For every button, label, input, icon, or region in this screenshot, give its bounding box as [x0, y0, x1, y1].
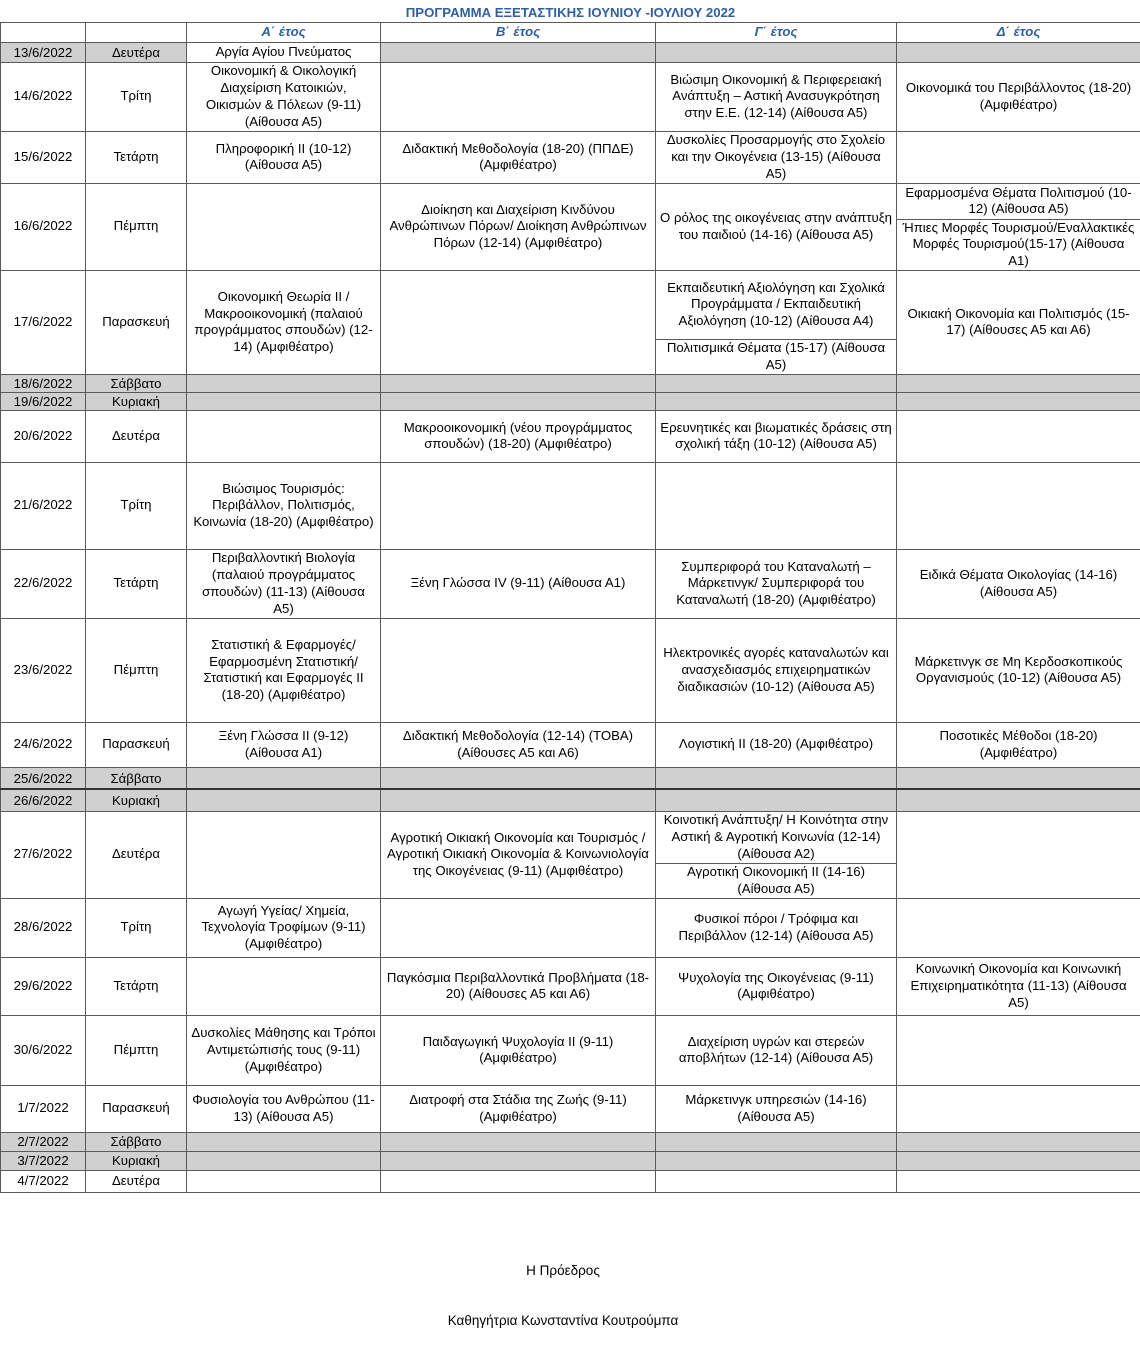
- cell-year-2: [381, 767, 656, 789]
- row-date: 21/6/2022: [1, 462, 86, 549]
- exam-year-1: Στατιστική & Εφαρμογές/ Εφαρμοσμένη Στατιστική/ Στατιστική και Εφαρμογές ΙΙ (18-20) (Αμφιθέατρο): [187, 618, 381, 722]
- schedule-row: [1, 549, 1140, 618]
- schedule-row: [1, 722, 1140, 767]
- exam-year-3: Πολιτισμικά Θέματα (15-17) (Αίθουσα Α5): [656, 339, 896, 374]
- exam-year-1: [187, 811, 381, 898]
- holiday-note: Αργία Αγίου Πνεύματος: [187, 42, 381, 62]
- exam-year-2: [381, 1170, 656, 1192]
- exam-year-4: Εφαρμοσμένα Θέματα Πολιτισμού (10-12) (Αίθουσα Α5): [905, 184, 1132, 217]
- row-date: 23/6/2022: [1, 618, 86, 722]
- exam-year-4: Ειδικά Θέματα Οικολογίας (14-16) (Αίθουσα Α5): [897, 549, 1140, 618]
- exam-year-1: Αγωγή Υγείας/ Χημεία, Τεχνολογία Τροφίμων (9-11) (Αμφιθέατρο): [187, 898, 381, 957]
- weekend-row: [1, 789, 1140, 811]
- cell-year-4: [897, 767, 1140, 789]
- exam-year-3: Κοινοτική Ανάπτυξη/ Η Κοινότητα στην Αστική & Αγροτική Κοινωνία (12-14) (Αίθουσα Α2): [663, 812, 889, 861]
- row-day: Πέμπτη: [86, 1015, 187, 1085]
- row-date: 22/6/2022: [1, 549, 86, 618]
- row-day: Δευτέρα: [86, 811, 187, 898]
- exam-year-4: Ποσοτικές Μέθοδοι (18-20) (Αμφιθέατρο): [897, 722, 1140, 767]
- exam-year-1: Πληροφορική ΙΙ (10-12) (Αίθουσα Α5): [187, 131, 381, 183]
- cell-year-3: [656, 42, 897, 62]
- weekend-row: [1, 392, 1140, 410]
- row-date: 29/6/2022: [1, 957, 86, 1015]
- cell-year-1: [187, 1132, 381, 1151]
- exam-year-2: [381, 270, 656, 374]
- exam-year-4: [897, 410, 1140, 462]
- exam-year-2: Διοίκηση και Διαχείριση Κινδύνου Ανθρώπινων Πόρων/ Διοίκηση Ανθρώπινων Πόρων (12-14) (Αμφιθέατρο): [381, 183, 656, 270]
- row-day: Σάββατο: [86, 767, 187, 789]
- row-day: Τετάρτη: [86, 549, 187, 618]
- exam-year-4: Οικονομικά του Περιβάλλοντος (18-20) (Αμφιθέατρο): [897, 62, 1140, 131]
- exam-year-4: [897, 1085, 1140, 1132]
- schedule-row: [1, 410, 1140, 462]
- row-date: 24/6/2022: [1, 722, 86, 767]
- exam-year-4: [897, 462, 1140, 549]
- header-date: [1, 22, 86, 42]
- exam-year-1: [187, 957, 381, 1015]
- exam-year-2: Διδακτική Μεθοδολογία (12-14) (ΤΟΒΑ) (Αίθουσες Α5 και Α6): [381, 722, 656, 767]
- schedule-row: [1, 1085, 1140, 1132]
- exam-year-4: [897, 131, 1140, 183]
- exam-year-4: Ήπιες Μορφές Τουρισμού/Εναλλακτικές Μορφές Τουρισμού(15-17) (Αίθουσα Α1): [897, 219, 1140, 270]
- row-day: Τετάρτη: [86, 131, 187, 183]
- exam-year-3: Αγροτική Οικονομική ΙΙ (14-16) (Αίθουσα Α5): [656, 863, 896, 898]
- row-date: 17/6/2022: [1, 270, 86, 374]
- signature-role: Η Πρόεδρος: [526, 1263, 600, 1278]
- exam-year-4: [897, 898, 1140, 957]
- row-date: 19/6/2022: [1, 392, 86, 410]
- cell-year-3: [656, 767, 897, 789]
- cell-year-2: [381, 42, 656, 62]
- signature-name: Καθηγήτρια Κωνσταντίνα Κουτρούμπα: [447, 1313, 679, 1328]
- header-year-1: Α΄ έτος: [187, 22, 381, 42]
- header-year-3: Γ΄ έτος: [656, 22, 897, 42]
- row-day: Πέμπτη: [86, 183, 187, 270]
- row-day: Παρασκευή: [86, 270, 187, 374]
- cell-year-2: [381, 374, 656, 392]
- exam-year-3: Λογιστική ΙΙ (18-20) (Αμφιθέατρο): [656, 722, 897, 767]
- exam-year-2: [381, 618, 656, 722]
- cell-year-4: [897, 392, 1140, 410]
- exam-year-2: Παγκόσμια Περιβαλλοντικά Προβλήματα (18-20) (Αίθουσες Α5 και Α6): [381, 957, 656, 1015]
- row-date: 28/6/2022: [1, 898, 86, 957]
- exam-year-1: [187, 183, 381, 270]
- row-day: Παρασκευή: [86, 722, 187, 767]
- row-date: 15/6/2022: [1, 131, 86, 183]
- cell-year-1: [187, 392, 381, 410]
- exam-year-2: Διδακτική Μεθοδολογία (18-20) (ΠΠΔΕ) (Αμφιθέατρο): [381, 131, 656, 183]
- exam-year-1: Δυσκολίες Μάθησης και Τρόποι Αντιμετώπισής τους (9-11) (Αμφιθέατρο): [187, 1015, 381, 1085]
- exam-year-3: Ερευνητικές και βιωματικές δράσεις στη σχολική τάξη (10-12) (Αίθουσα Α5): [656, 410, 897, 462]
- weekend-row: [1, 1132, 1140, 1151]
- cell-year-1: [187, 374, 381, 392]
- schedule-row: [1, 131, 1140, 183]
- title-row: [1, 0, 1140, 22]
- row-day: Τρίτη: [86, 62, 187, 131]
- exam-year-2: Παιδαγωγική Ψυχολογία ΙΙ (9-11) (Αμφιθέατρο): [381, 1015, 656, 1085]
- header-year-4: Δ΄ έτος: [897, 22, 1140, 42]
- cell-year-1: [187, 767, 381, 789]
- row-date: 26/6/2022: [1, 789, 86, 811]
- exam-year-2: [381, 462, 656, 549]
- row-date: 30/6/2022: [1, 1015, 86, 1085]
- row-date: 1/7/2022: [1, 1085, 86, 1132]
- row-date: 16/6/2022: [1, 183, 86, 270]
- cell-year-2: [381, 789, 656, 811]
- row-date: 4/7/2022: [1, 1170, 86, 1192]
- schedule-row: [1, 42, 1140, 62]
- row-date: 25/6/2022: [1, 767, 86, 789]
- exam-year-1: Ξένη Γλώσσα ΙΙ (9-12) (Αίθουσα Α1): [187, 722, 381, 767]
- exam-year-3: Εκπαιδευτική Αξιολόγηση και Σχολικά Προγράμματα / Εκπαιδευτική Αξιολόγηση (10-12) (Αίθουσα Α4): [667, 279, 885, 329]
- cell-year-1: [187, 789, 381, 811]
- row-day: Κυριακή: [86, 1151, 187, 1170]
- weekend-row: [1, 374, 1140, 392]
- header-row: [1, 22, 1140, 42]
- weekend-row: [1, 767, 1140, 789]
- schedule-row: [1, 183, 1140, 270]
- cell-year-3: [656, 374, 897, 392]
- row-day: Σάββατο: [86, 374, 187, 392]
- schedule-row: [1, 462, 1140, 549]
- schedule-row: [1, 898, 1140, 957]
- exam-year-1: Οικονομική Θεωρία ΙΙ /Μακροοικονομική (παλαιού προγράμματος σπουδών) (12-14) (Αμφιθέατρο): [187, 270, 381, 374]
- cell-year-3: [656, 789, 897, 811]
- row-date: 20/6/2022: [1, 410, 86, 462]
- cell-year-2: [381, 1151, 656, 1170]
- row-day: Παρασκευή: [86, 1085, 187, 1132]
- row-day: Πέμπτη: [86, 618, 187, 722]
- row-day: Κυριακή: [86, 789, 187, 811]
- exam-year-4-split: [897, 183, 1140, 270]
- row-date: 18/6/2022: [1, 374, 86, 392]
- row-day: Τρίτη: [86, 462, 187, 549]
- weekend-row: [1, 1151, 1140, 1170]
- exam-year-2: Αγροτική Οικιακή Οικονομία και Τουρισμός / Αγροτική Οικιακή Οικονομία & Κοινωνιολογία της Οικογένειας (9-11) (Αμφιθέατρο): [381, 811, 656, 898]
- cell-year-2: [381, 392, 656, 410]
- schedule-row: [1, 811, 1140, 898]
- exam-year-4: [897, 811, 1140, 898]
- exam-year-4: [897, 1170, 1140, 1192]
- exam-year-1: [187, 1170, 381, 1192]
- cell-year-4: [897, 42, 1140, 62]
- exam-year-2: [381, 62, 656, 131]
- exam-year-3: Βιώσιμη Οικονομική & Περιφερειακή Ανάπτυξη – Αστική Ανασυγκρότηση στην Ε.Ε. (12-14) (Αίθουσα Α5): [656, 62, 897, 131]
- row-date: 3/7/2022: [1, 1151, 86, 1170]
- exam-year-4: Οικιακή Οικονομία και Πολιτισμός (15-17) (Αίθουσες Α5 και Α6): [897, 270, 1140, 374]
- exam-year-4: Κοινωνική Οικονομία και Κοινωνική Επιχειρηματικότητα (11-13) (Αίθουσα Α5): [897, 957, 1140, 1015]
- row-day: Δευτέρα: [86, 1170, 187, 1192]
- exam-year-3: [656, 1170, 897, 1192]
- exam-year-1: [187, 410, 381, 462]
- exam-year-3: Ο ρόλος της οικογένειας στην ανάπτυξη του παιδιού (14-16) (Αίθουσα Α5): [656, 183, 897, 270]
- exam-year-1: Βιώσιμος Τουρισμός: Περιβάλλον, Πολιτισμός, Κοινωνία (18-20) (Αμφιθέατρο): [187, 462, 381, 549]
- exam-year-2: Διατροφή στα Στάδια της Ζωής (9-11) (Αμφιθέατρο): [381, 1085, 656, 1132]
- exam-year-3: [656, 462, 897, 549]
- exam-year-3: Φυσικοί πόροι / Τρόφιμα και Περιβάλλον (12-14) (Αίθουσα Α5): [656, 898, 897, 957]
- row-day: Τετάρτη: [86, 957, 187, 1015]
- schedule-row: [1, 618, 1140, 722]
- header-day: [86, 22, 187, 42]
- schedule-row: [1, 1015, 1140, 1085]
- exam-year-3: Μάρκετινγκ υπηρεσιών (14-16) (Αίθουσα Α5): [656, 1085, 897, 1132]
- row-date: 2/7/2022: [1, 1132, 86, 1151]
- exam-year-2: Ξένη Γλώσσα ΙV (9-11) (Αίθουσα Α1): [381, 549, 656, 618]
- exam-year-3-split: [656, 270, 897, 374]
- page-title: ΠΡΟΓΡΑΜΜΑ ΕΞΕΤΑΣΤΙΚΗΣ ΙΟΥΝΙΟΥ -ΙΟΥΛΙΟΥ 2022: [405, 5, 736, 20]
- row-date: 14/6/2022: [1, 62, 86, 131]
- exam-year-1: Οικονομική & Οικολογική Διαχείριση Κατοικιών, Οικισμών & Πόλεων (9-11) (Αίθουσα Α5): [187, 62, 381, 131]
- row-day: Κυριακή: [86, 392, 187, 410]
- exam-year-3: Ψυχολογία της Οικογένειας (9-11) (Αμφιθέατρο): [656, 957, 897, 1015]
- header-year-2: Β΄ έτος: [381, 22, 656, 42]
- row-day: Δευτέρα: [86, 410, 187, 462]
- row-day: Δευτέρα: [86, 42, 187, 62]
- exam-year-3-split: [656, 811, 897, 898]
- exam-year-4: Μάρκετινγκ σε Μη Κερδοσκοπικούς Οργανισμούς (10-12) (Αίθουσα Α5): [897, 618, 1140, 722]
- exam-year-1: Φυσιολογία του Ανθρώπου (11-13) (Αίθουσα Α5): [187, 1085, 381, 1132]
- cell-year-1: [187, 1151, 381, 1170]
- exam-year-4: [897, 1015, 1140, 1085]
- schedule-row: [1, 957, 1140, 1015]
- cell-year-3: [656, 392, 897, 410]
- exam-year-3: Συμπεριφορά του Καταναλωτή – Μάρκετινγκ/ Συμπεριφορά του Καταναλωτή (18-20) (Αμφιθέατρο): [656, 549, 897, 618]
- schedule-row: [1, 62, 1140, 131]
- row-day: Τρίτη: [86, 898, 187, 957]
- schedule-row: [1, 270, 1140, 374]
- exam-year-2: Μακροοικονομική (νέου προγράμματος σπουδών) (18-20) (Αμφιθέατρο): [381, 410, 656, 462]
- exam-year-2: [381, 898, 656, 957]
- row-day: Σάββατο: [86, 1132, 187, 1151]
- cell-year-4: [897, 789, 1140, 811]
- cell-year-4: [897, 1151, 1140, 1170]
- exam-year-3: Ηλεκτρονικές αγορές καταναλωτών και ανασχεδιασμός επιχειρηματικών διαδικασιών (10-12) (Αίθουσα Α5): [656, 618, 897, 722]
- cell-year-4: [897, 1132, 1140, 1151]
- row-date: 13/6/2022: [1, 42, 86, 62]
- exam-year-3: Διαχείριση υγρών και στερεών αποβλήτων (12-14) (Αίθουσα Α5): [656, 1015, 897, 1085]
- row-date: 27/6/2022: [1, 811, 86, 898]
- cell-year-3: [656, 1132, 897, 1151]
- exam-year-3: Δυσκολίες Προσαρμογής στο Σχολείο και την Οικογένεια (13-15) (Αίθουσα Α5): [656, 131, 897, 183]
- cell-year-2: [381, 1132, 656, 1151]
- cell-year-3: [656, 1151, 897, 1170]
- exam-year-1: Περιβαλλοντική Βιολογία (παλαιού προγράμματος σπουδών) (11-13) (Αίθουσα Α5): [187, 549, 381, 618]
- cell-year-4: [897, 374, 1140, 392]
- schedule-row: [1, 1170, 1140, 1192]
